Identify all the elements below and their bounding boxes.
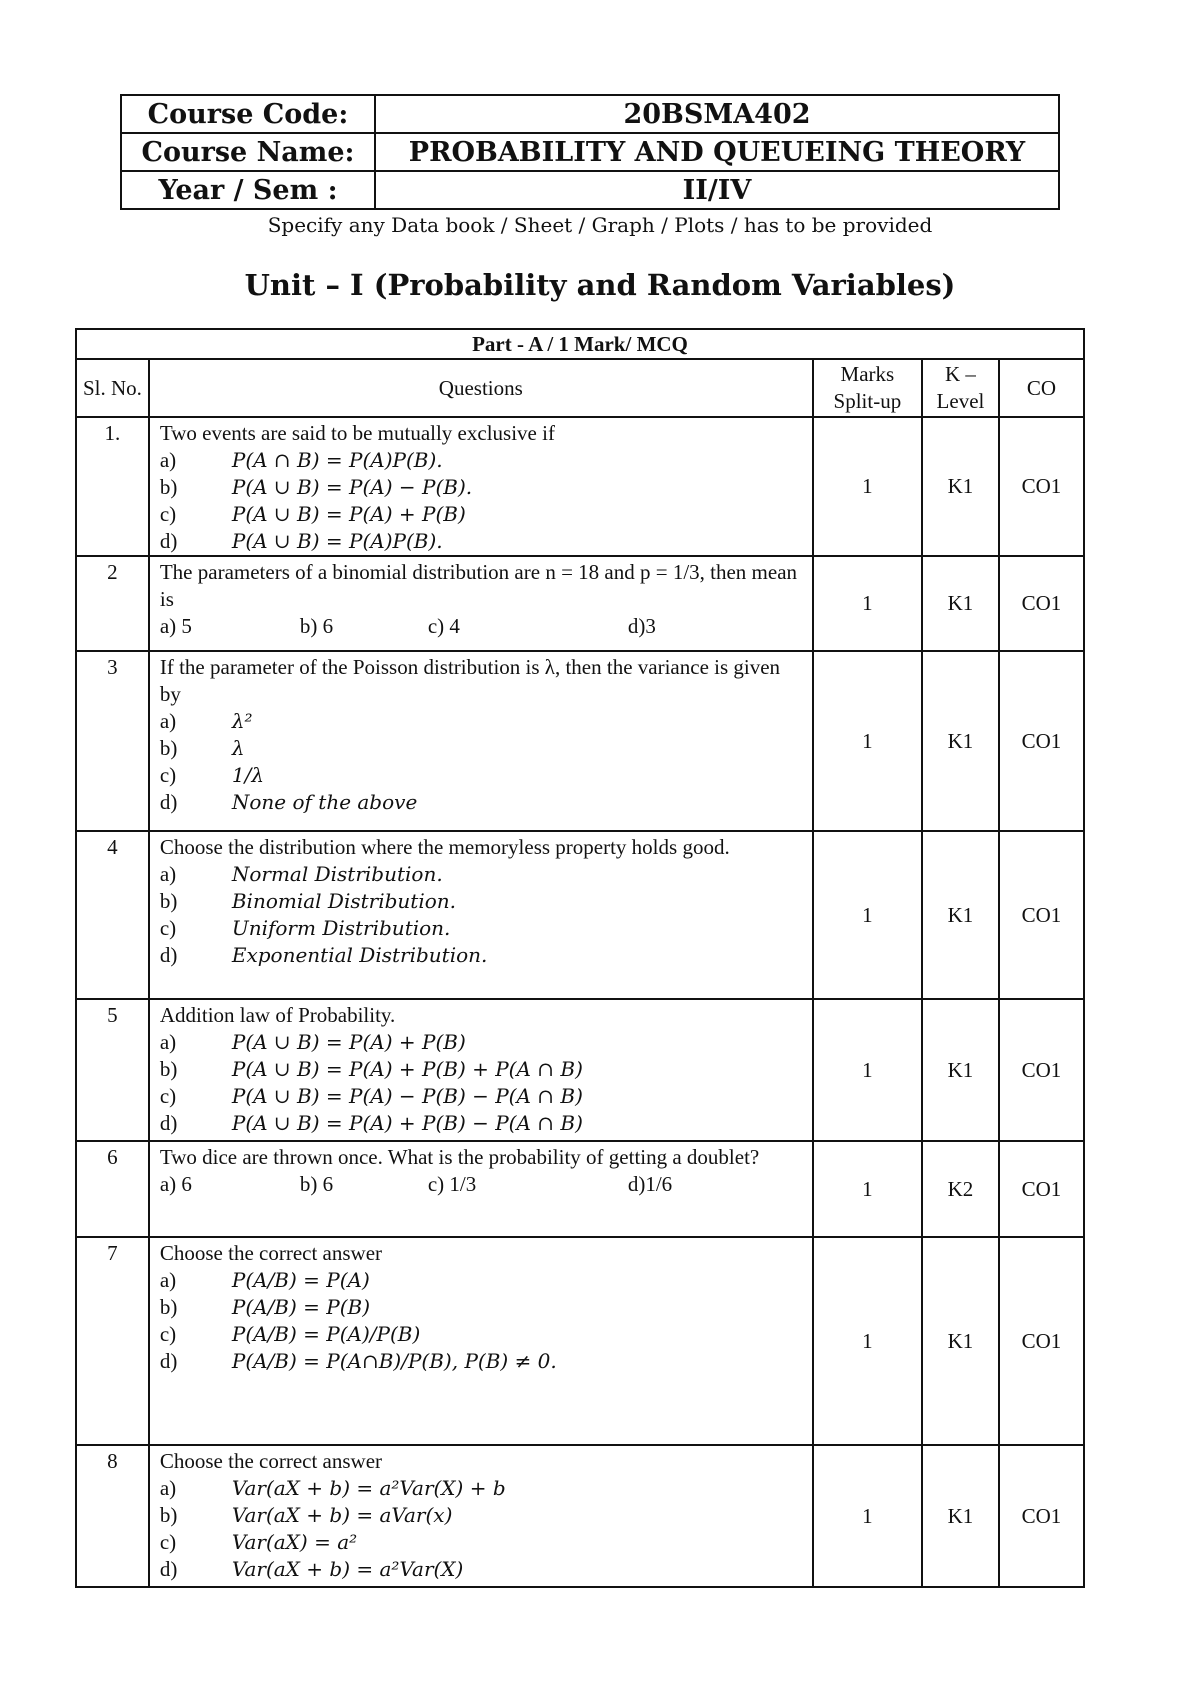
option-text: None of the above bbox=[231, 790, 418, 814]
option-text: P(A ∪ B) = P(A) + P(B) − P(A ∩ B) bbox=[231, 1111, 583, 1135]
option-letter: d) bbox=[159, 1557, 178, 1581]
option-text: Var(aX + b) = a²Var(X) bbox=[231, 1557, 464, 1581]
answer-option bbox=[160, 1475, 806, 1502]
option-letter: a) bbox=[159, 448, 177, 472]
k-level-cell: K1 bbox=[922, 1237, 999, 1445]
answer-option: a) 5 bbox=[159, 614, 192, 638]
option-text: λ² bbox=[231, 709, 253, 733]
co-cell: CO1 bbox=[999, 831, 1084, 999]
question-text: Addition law of Probability. bbox=[159, 1003, 396, 1027]
answer-option bbox=[160, 1556, 806, 1583]
option-text: P(A/B) = P(A) bbox=[231, 1268, 370, 1292]
question-text: Two dice are thrown once. What is the probability of getting a doublet? bbox=[159, 1145, 760, 1169]
answer-option bbox=[160, 762, 806, 789]
course-info-table bbox=[120, 94, 1060, 210]
option-text: Var(aX + b) = aVar(x) bbox=[231, 1503, 453, 1527]
answer-option bbox=[160, 528, 806, 555]
answer-option: d)1/6 bbox=[627, 1172, 673, 1196]
part-title: Part - A / 1 Mark/ MCQ bbox=[76, 329, 1084, 359]
k-level-cell: K1 bbox=[922, 556, 999, 651]
option-text: P(A ∪ B) = P(A) + P(B) bbox=[231, 1030, 466, 1054]
co-cell: CO1 bbox=[999, 1237, 1084, 1445]
question-number: 2 bbox=[76, 556, 149, 651]
answer-option: c) 1/3 bbox=[427, 1172, 477, 1196]
question-cell bbox=[149, 999, 813, 1141]
marks-cell: 1 bbox=[813, 651, 922, 831]
answer-option bbox=[160, 501, 806, 528]
answer-option bbox=[160, 1267, 806, 1294]
answer-option bbox=[160, 1502, 806, 1529]
co-cell: CO1 bbox=[999, 556, 1084, 651]
co-cell: CO1 bbox=[999, 417, 1084, 556]
option-letter: a) bbox=[159, 862, 177, 886]
question-cell bbox=[149, 831, 813, 999]
option-text: P(A ∪ B) = P(A)P(B). bbox=[231, 529, 443, 553]
answer-option bbox=[160, 447, 806, 474]
option-text: P(A/B) = P(A)/P(B) bbox=[231, 1322, 421, 1346]
option-text: P(A ∩ B) = P(A)P(B). bbox=[231, 448, 443, 472]
option-text: P(A/B) = P(A∩B)/P(B), P(B) ≠ 0. bbox=[231, 1349, 557, 1373]
option-letter: c) bbox=[159, 1530, 177, 1554]
option-letter: b) bbox=[159, 1295, 178, 1319]
answer-option bbox=[160, 861, 806, 888]
answer-option: b) 6 bbox=[299, 1172, 334, 1196]
answer-option bbox=[160, 1056, 806, 1083]
option-text: P(A ∪ B) = P(A) + P(B) bbox=[231, 502, 466, 526]
marks-cell: 1 bbox=[813, 1445, 922, 1587]
option-letter: b) bbox=[159, 1503, 178, 1527]
k-level-cell: K1 bbox=[922, 417, 999, 556]
question-text: Two events are said to be mutually exclusive if bbox=[159, 421, 555, 445]
question-text: Choose the correct answer bbox=[159, 1449, 383, 1473]
marks-cell: 1 bbox=[813, 417, 922, 556]
option-letter: a) bbox=[159, 1268, 177, 1292]
answer-option: a) 6 bbox=[159, 1172, 192, 1196]
k-level-cell: K1 bbox=[922, 999, 999, 1141]
option-letter: c) bbox=[159, 502, 177, 526]
answer-option bbox=[160, 1083, 806, 1110]
question-number: 7 bbox=[76, 1237, 149, 1445]
option-letter: b) bbox=[159, 1057, 178, 1081]
question-cell bbox=[149, 556, 813, 651]
k-level-cell: K2 bbox=[922, 1141, 999, 1237]
answer-option bbox=[160, 735, 806, 762]
marks-cell: 1 bbox=[813, 831, 922, 999]
table-row bbox=[76, 999, 1084, 1141]
question-text: Choose the distribution where the memoryless property holds good. bbox=[159, 835, 730, 859]
unit-title: Unit – I (Probability and Random Variables) bbox=[244, 268, 956, 302]
option-letter: d) bbox=[159, 943, 178, 967]
marks-cell: 1 bbox=[813, 556, 922, 651]
co-cell: CO1 bbox=[999, 999, 1084, 1141]
option-letter: c) bbox=[159, 763, 177, 787]
option-letter: d) bbox=[159, 529, 178, 553]
question-cell bbox=[149, 1237, 813, 1445]
table-row bbox=[76, 1141, 1084, 1237]
answer-option bbox=[160, 789, 806, 816]
column-header-row bbox=[76, 359, 1084, 417]
question-text: The parameters of a binomial distribution are n = 18 and p = 1/3, then mean is bbox=[159, 560, 798, 611]
co-cell: CO1 bbox=[999, 1445, 1084, 1587]
option-text: Var(aX + b) = a²Var(X) + b bbox=[231, 1476, 506, 1500]
inline-options bbox=[160, 613, 806, 640]
col-header-marks: Marks Split-up bbox=[813, 359, 922, 417]
course-name-value: PROBABILITY AND QUEUEING THEORY bbox=[375, 133, 1059, 171]
year-sem-label: Year / Sem : bbox=[121, 171, 375, 209]
year-sem-row bbox=[121, 171, 1059, 209]
option-letter: d) bbox=[159, 1349, 178, 1373]
answer-option bbox=[160, 474, 806, 501]
table-row bbox=[76, 831, 1084, 999]
answer-option bbox=[160, 1348, 806, 1375]
col-header-sl-no: Sl. No. bbox=[76, 359, 149, 417]
table-row bbox=[76, 1237, 1084, 1445]
question-cell bbox=[149, 1141, 813, 1237]
answer-option: c) 4 bbox=[427, 614, 460, 638]
option-letter: d) bbox=[159, 790, 178, 814]
question-number: 6 bbox=[76, 1141, 149, 1237]
option-letter: b) bbox=[159, 475, 178, 499]
option-text: Exponential Distribution. bbox=[231, 943, 488, 967]
course-code-value: 20BSMA402 bbox=[375, 95, 1059, 133]
question-rows bbox=[76, 417, 1084, 1587]
option-text: Var(aX) = a² bbox=[231, 1530, 358, 1554]
option-text: P(A ∪ B) = P(A) + P(B) + P(A ∩ B) bbox=[231, 1057, 583, 1081]
k-level-cell: K1 bbox=[922, 651, 999, 831]
answer-option: d)3 bbox=[627, 614, 656, 638]
col-header-k-level: K – Level bbox=[922, 359, 999, 417]
answer-option bbox=[160, 1294, 806, 1321]
question-number: 5 bbox=[76, 999, 149, 1141]
marks-cell: 1 bbox=[813, 1237, 922, 1445]
question-table bbox=[75, 328, 1085, 1588]
course-code-label: Course Code: bbox=[121, 95, 375, 133]
option-letter: c) bbox=[159, 916, 177, 940]
option-text: λ bbox=[231, 736, 245, 760]
question-number: 8 bbox=[76, 1445, 149, 1587]
year-sem-value: II/IV bbox=[375, 171, 1059, 209]
option-text: Uniform Distribution. bbox=[231, 916, 451, 940]
inline-options bbox=[160, 1171, 806, 1198]
question-cell bbox=[149, 417, 813, 556]
answer-option bbox=[160, 708, 806, 735]
option-letter: a) bbox=[159, 1030, 177, 1054]
col-header-co: CO bbox=[999, 359, 1084, 417]
course-name-row bbox=[121, 133, 1059, 171]
answer-option bbox=[160, 1529, 806, 1556]
data-book-note: Specify any Data book / Sheet / Graph / Plots / has to be provided bbox=[267, 213, 933, 237]
option-letter: d) bbox=[159, 1111, 178, 1135]
option-letter: b) bbox=[159, 889, 178, 913]
marks-cell: 1 bbox=[813, 999, 922, 1141]
answer-option bbox=[160, 915, 806, 942]
co-cell: CO1 bbox=[999, 651, 1084, 831]
answer-option bbox=[160, 1321, 806, 1348]
question-number: 3 bbox=[76, 651, 149, 831]
option-text: P(A ∪ B) = P(A) − P(B). bbox=[231, 475, 473, 499]
option-text: Normal Distribution. bbox=[231, 862, 443, 886]
question-text: If the parameter of the Poisson distribution is λ, then the variance is given by bbox=[159, 655, 781, 706]
answer-option bbox=[160, 888, 806, 915]
option-letter: a) bbox=[159, 709, 177, 733]
option-letter: b) bbox=[159, 736, 178, 760]
option-letter: c) bbox=[159, 1322, 177, 1346]
answer-option bbox=[160, 1110, 806, 1137]
k-level-cell: K1 bbox=[922, 831, 999, 999]
table-row bbox=[76, 417, 1084, 556]
co-cell: CO1 bbox=[999, 1141, 1084, 1237]
question-number: 4 bbox=[76, 831, 149, 999]
question-number: 1. bbox=[76, 417, 149, 556]
option-letter: a) bbox=[159, 1476, 177, 1500]
table-row bbox=[76, 1445, 1084, 1587]
option-text: P(A ∪ B) = P(A) − P(B) − P(A ∩ B) bbox=[231, 1084, 583, 1108]
option-text: 1/λ bbox=[231, 763, 264, 787]
question-text: Choose the correct answer bbox=[159, 1241, 383, 1265]
answer-option bbox=[160, 1029, 806, 1056]
question-cell bbox=[149, 1445, 813, 1587]
col-header-questions: Questions bbox=[149, 359, 813, 417]
option-letter: c) bbox=[159, 1084, 177, 1108]
option-text: Binomial Distribution. bbox=[231, 889, 456, 913]
option-text: P(A/B) = P(B) bbox=[231, 1295, 371, 1319]
table-row bbox=[76, 556, 1084, 651]
question-cell bbox=[149, 651, 813, 831]
answer-option: b) 6 bbox=[299, 614, 334, 638]
answer-option bbox=[160, 942, 806, 969]
table-row bbox=[76, 651, 1084, 831]
k-level-cell: K1 bbox=[922, 1445, 999, 1587]
marks-cell: 1 bbox=[813, 1141, 922, 1237]
course-code-row bbox=[121, 95, 1059, 133]
course-name-label: Course Name: bbox=[121, 133, 375, 171]
